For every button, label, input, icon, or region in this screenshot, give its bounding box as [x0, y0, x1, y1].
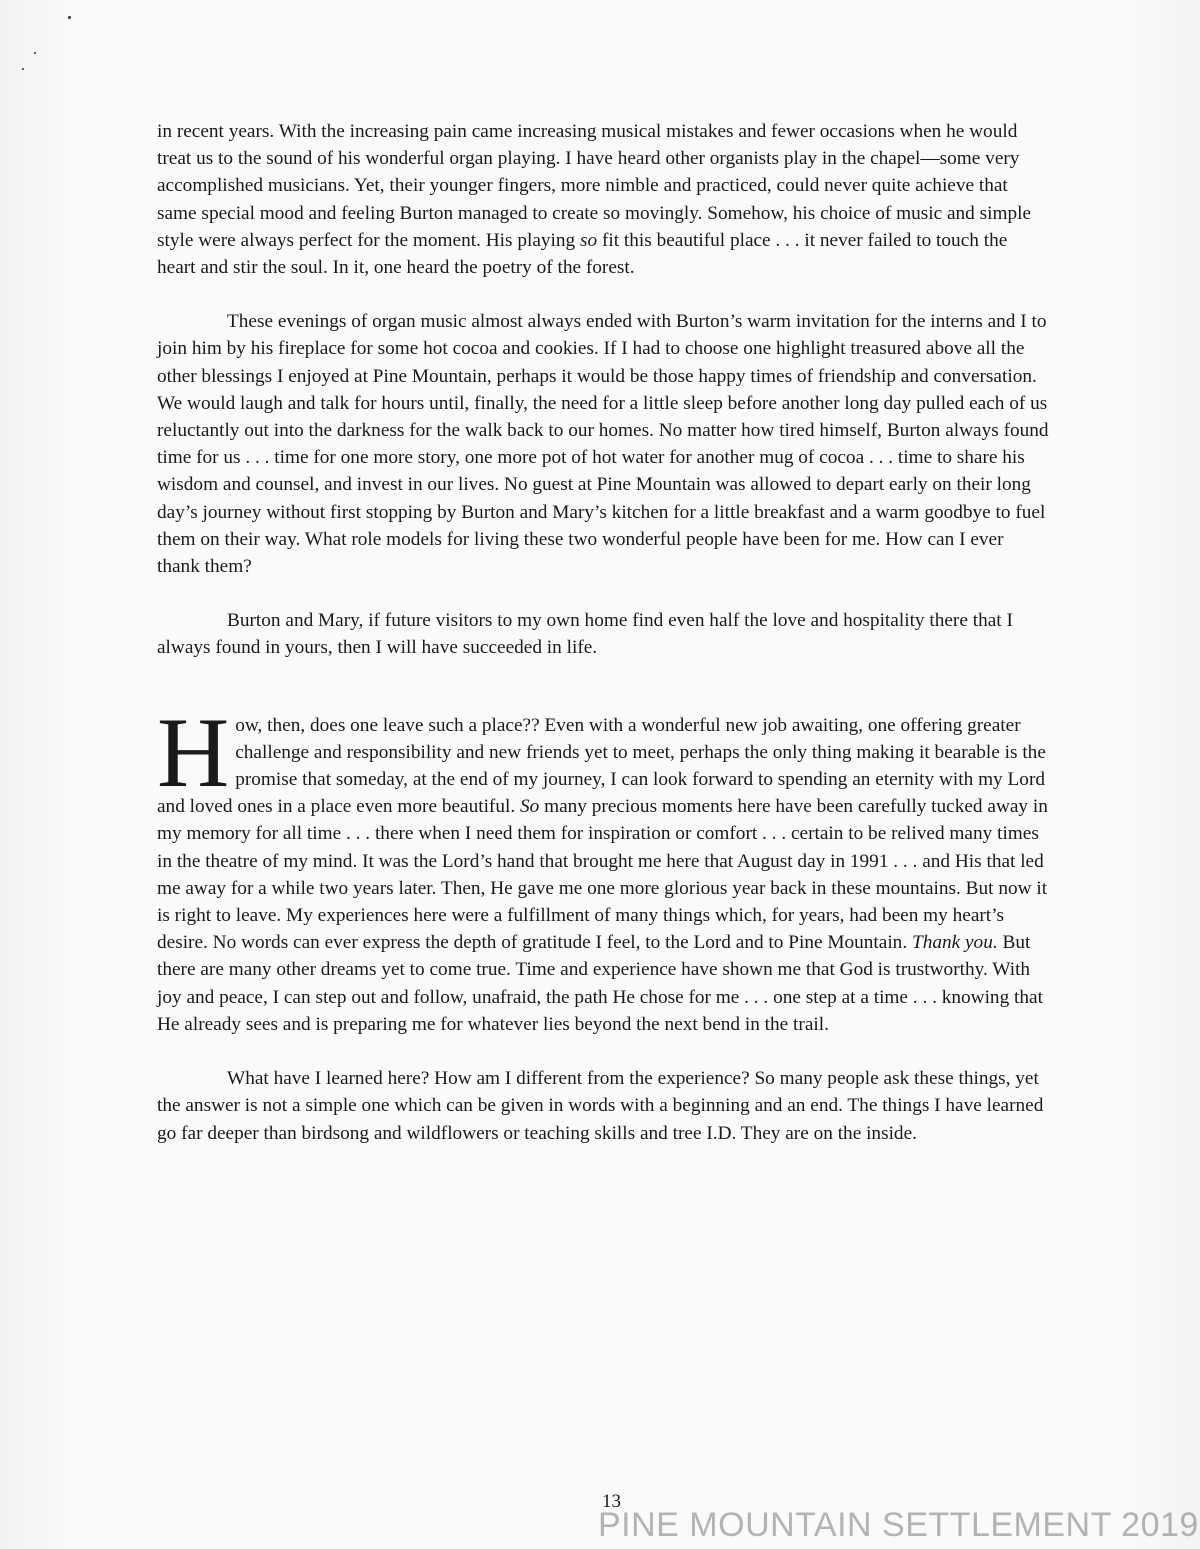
watermark: PINE MOUNTAIN SETTLEMENT 2019	[598, 1506, 1199, 1544]
page-number: 13	[602, 1491, 621, 1512]
text-segment-italic: So	[520, 796, 540, 818]
text-segment-italic: Thank you.	[911, 932, 998, 954]
paragraph-4	[157, 696, 1050, 1038]
text-segment: But there are many other dreams yet to come true. Time and experience have shown me that God is trustworthy. With joy and peace, I can step out and follow, unafraid, the path He chose for me . . . one step at a time . . . knowing that He already sees and is preparing me for whatever lies beyond the next bend in the trail.	[157, 932, 1043, 1035]
text-segment: many precious moments here have been carefully tucked away in my memory for all time . . . there when I need them for inspiration or comfort . . . certain to be relived many times in the theatre of my mind. It was the Lord’s hand that brought me here that August day in 1991 . . . and His that led me away for a while two years later. Then, He gave me one more glorious year back in these mountains. But now it is right to leave. My experiences here were a fulfillment of many things which, for years, had been my heart’s desire. No words can ever express the depth of gratitude I feel, to the Lord and to Pine Mountain.	[157, 796, 1048, 954]
scan-speck	[68, 16, 71, 19]
paragraph-5	[157, 1065, 1050, 1147]
scan-speck	[22, 68, 24, 70]
text-segment: in recent years. With the increasing pain came increasing musical mistakes and fewer occasions when he would treat us to the sound of his wonderful organ playing. I have heard other organists play in the chapel—some very accomplished musicians. Yet, their younger fingers, more nimble and practiced, could never quite achieve that same special mood and feeling Burton managed to create so movingly. Somehow, his choice of music and simple style were always perfect for the moment. His playing	[157, 121, 1032, 251]
text-segment: These evenings of organ music almost always ended with Burton’s warm invitation for the interns and I to join him by his fireplace for some hot cocoa and cookies. If I had to choose one highlight treasured above all the other blessings I enjoyed at Pine Mountain, perhaps it would be those happy times of friendship and conversation. We would laugh and talk for hours until, finally, the need for a little sleep before another long day pulled each of us reluctantly out into the darkness for the walk back to our homes. No matter how tired himself, Burton always found time for us . . . time for one more story, one more pot of hot water for another mug of cocoa . . . time to share his wisdom and counsel, and invest in our lives. No guest at Pine Mountain was allowed to depart early on their long day’s journey without first stopping by Burton and Mary’s kitchen for a little breakfast and a warm goodbye to fuel them on their way. What role models for living these two wonderful people have been for me. How can I ever thank them?	[157, 311, 1049, 578]
paragraph-3	[157, 607, 1050, 661]
drop-cap: H	[157, 696, 230, 808]
text-segment: What have I learned here? How am I different from the experience? So many people ask these things, yet the answer is not a simple one which can be given in words with a beginning and an end. The things I have learned go far deeper than birdsong and wildflowers or teaching skills and tree I.D. They are on the inside.	[157, 1068, 1044, 1144]
text-segment: fit this beautiful place . . . it never failed to touch the heart and stir the soul. In it, one heard the poetry of the forest.	[157, 229, 1008, 279]
text-segment: ow, then, does one leave such a place?? Even with a wonderful new job awaiting, one offering greater challenge and responsibility and new friends yet to meet, perhaps the only thing making it bearable is the promise that someday, at the end of my journey, I can look forward to spending an eternity with my Lord and loved ones in a place even more beautiful.	[157, 714, 1046, 818]
text-segment: Burton and Mary, if future visitors to my own home find even half the love and hospitality there that I always found in yours, then I will have succeeded in life.	[157, 610, 1013, 659]
paragraph-1	[157, 118, 1050, 281]
body-text	[157, 118, 1050, 1147]
paragraph-2	[157, 308, 1050, 580]
scan-speck	[34, 52, 36, 54]
text-segment-italic: so	[579, 229, 598, 251]
